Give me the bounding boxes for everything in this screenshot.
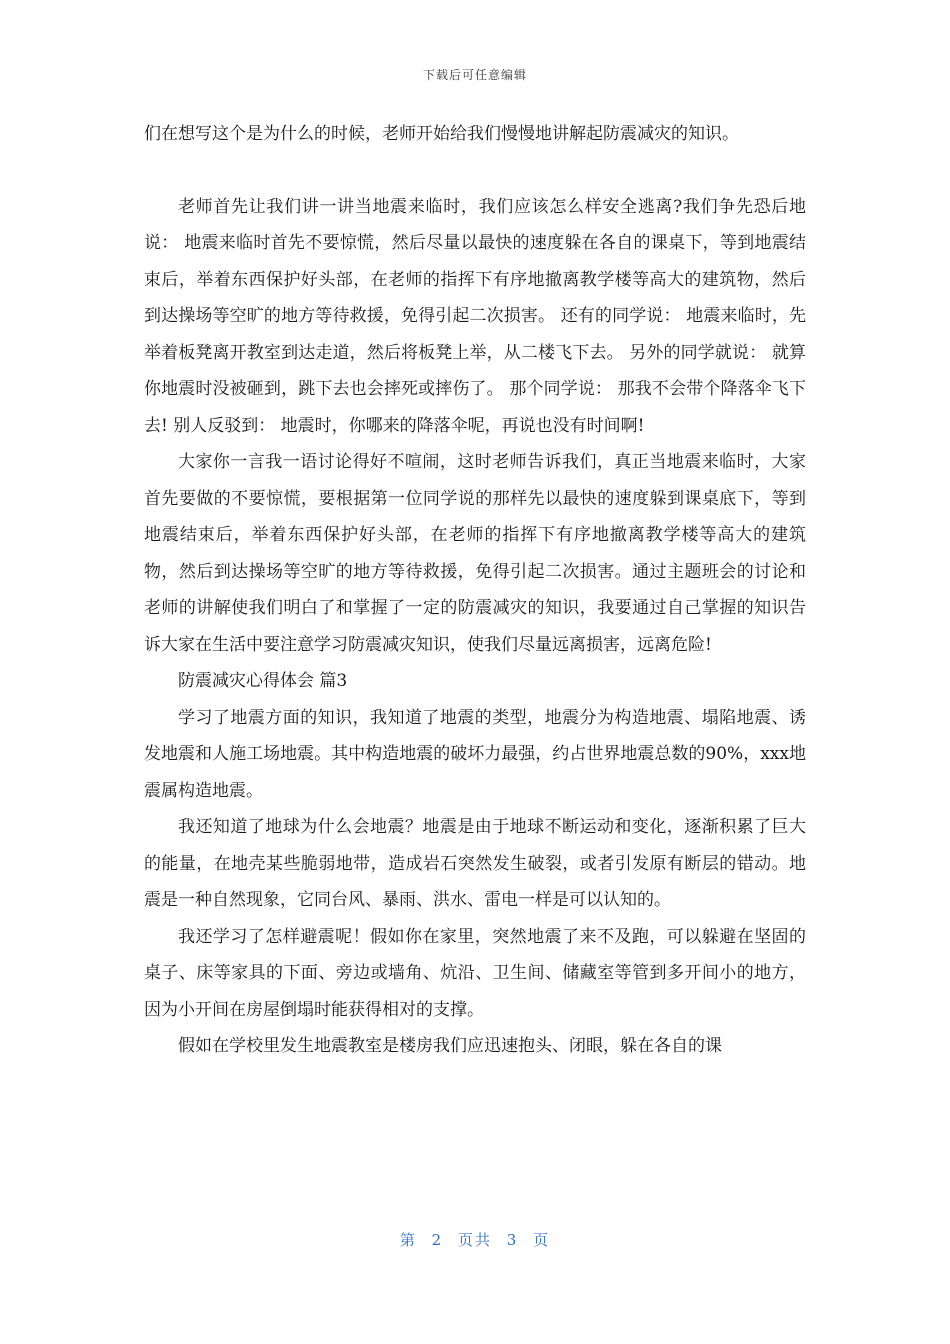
header-note: 下载后可任意编辑 [422,68,527,82]
paragraph: 我还知道了地球为什么会地震？地震是由于地球不断运动和变化，逐渐积累了巨大的能量，在地壳某些脆弱地带，造成岩石突然发生破裂，或者引发原有断层的错动。地震是一种自然现象，它同台风、暴雨、洪水、雷电一样是可以认知的。 [144,817,806,910]
footer-word-end: 页 [533,1231,551,1249]
paragraph: 们在想写这个是为什么的时候，老师开始给我们慢慢地讲解起防震减灾的知识。 [144,124,739,144]
paragraph: 我还学习了怎样避震呢！假如你在家里，突然地震了来不及跑，可以躲避在坚固的桌子、床等家具的下面、旁边或墙角、炕沿、卫生间、储藏室等管到多开间小的地方，因为小开间在房屋倒塌时能获得相对的支撑。 [144,926,806,1020]
footer-word-page: 第 [399,1231,417,1249]
document-body [144,116,806,1065]
paragraph: 大家你一言我一语讨论得好不喧闹，这时老师告诉我们，真正当地震来临时，大家首先要做的不要惊慌，要根据第一位同学说的那样先以最快的速度躲到课桌底下，等到地震结束后，举着东西保护好头部，在老师的指挥下有序地撤离教学楼等高大的建筑物，然后到达操场等空旷的地方等待救援，免得引起二次损害。通过主题班会的讨论和老师的讲解使我们明白了和掌握了一定的防震减灾的知识，我要通过自己掌握的知识告诉大家在生活中要注意学习防震减灾知识，使我们尽量远离损害，远离危险! [144,452,806,655]
footer-word-total: 页共 [457,1231,492,1249]
footer-current-page: 2 [431,1231,444,1249]
section-heading: 防震减灾心得体会 篇3 [178,671,348,691]
paragraph: 老师首先让我们讲一讲当地震来临时，我们应该怎么样安全逃离?我们争先恐后地说： 地震来临时首先不要惊慌，然后尽量以最快的速度躲在各自的课桌下，等到地震结束后，举着东西保护好头部，在老师的指挥下有序地撤离教学楼等高大的建筑物，然后到达操场等空旷的地方等待救援，免得引起二次损害。 还有的同学说： 地震来临时，先举着板凳离开教室到达走道，然后将板凳上举，从二楼飞下去。 另外的同学就说： 就算你地震时没被砸到，跳下去也会摔死或摔伤了。 那个同学说： 那我不会带个降落伞飞下去! 别人反驳到： 地震时，你哪来的降落伞呢，再说也没有时间啊! [144,196,806,436]
footer-total-pages: 3 [506,1231,519,1249]
paragraph: 学习了地震方面的知识，我知道了地震的类型，地震分为构造地震、塌陷地震、诱发地震和人施工场地震。其中构造地震的破坏力最强，约占世界地震总数的90%，xxx地震属构造地震。 [144,707,806,801]
paragraph: 假如在学校里发生地震教室是楼房我们应迅速抱头、闭眼，躲在各自的课 [178,1036,722,1056]
page-footer [0,1229,950,1250]
